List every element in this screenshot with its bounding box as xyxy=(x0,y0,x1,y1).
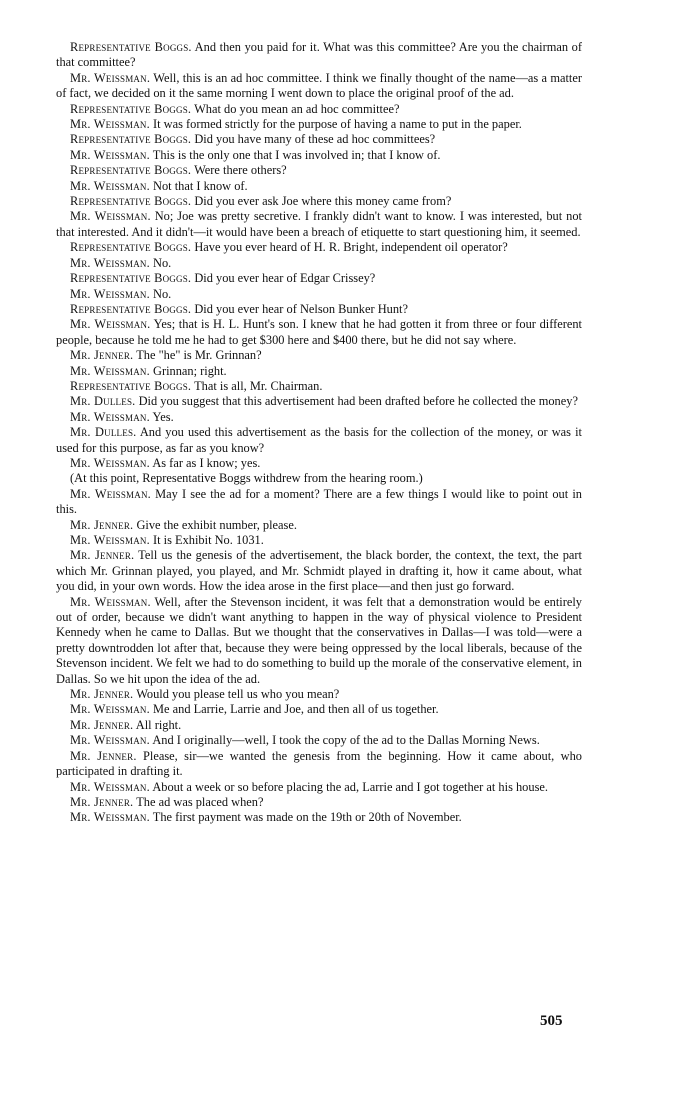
paragraph-text: This is the only one that I was involved in; that I know of. xyxy=(149,147,441,162)
paragraph-text: (At this point, Representative Boggs withdrew from the hearing room.) xyxy=(70,471,423,486)
paragraph-text: Well, this is an ad hoc committee. I think we finally thought of the name—as a matter of fact, we decided on it the same morning I went down to place the original proof of the ad. xyxy=(56,70,582,101)
paragraph-text: And then you paid for it. What was this committee? Are you the chairman of that committee? xyxy=(56,40,582,70)
testimony-paragraph xyxy=(56,548,582,594)
testimony-paragraph xyxy=(56,40,582,71)
paragraph-text: Would you please tell us who you mean? xyxy=(133,687,340,702)
speaker-name: Mr. Weissman. xyxy=(70,255,150,270)
speaker-name: Mr. Weissman. xyxy=(70,409,150,424)
speaker-name: Mr. Weissman. xyxy=(70,147,150,162)
speaker-name: Mr. Weissman. xyxy=(70,594,151,609)
paragraph-text: Please, sir—we wanted the genesis from the beginning. How it came about, who participated in drafting it. xyxy=(56,748,582,779)
testimony-paragraph xyxy=(56,780,582,795)
testimony-paragraph xyxy=(56,456,582,471)
testimony-paragraph xyxy=(56,810,582,825)
testimony-paragraph xyxy=(56,117,582,132)
testimony-paragraph xyxy=(56,240,582,255)
paragraph-text: Were there others? xyxy=(191,163,287,178)
testimony-paragraph xyxy=(56,102,582,117)
paragraph-text: It was formed strictly for the purpose of having a name to put in the paper. xyxy=(149,117,522,132)
speaker-name: Mr. Jenner. xyxy=(70,348,134,363)
testimony-paragraph xyxy=(56,595,582,687)
speaker-name: Representative Boggs. xyxy=(70,378,192,393)
testimony-paragraph xyxy=(56,287,582,302)
transcript-body xyxy=(56,40,582,826)
speaker-name: Representative Boggs. xyxy=(70,301,192,316)
testimony-paragraph xyxy=(56,394,582,409)
testimony-paragraph xyxy=(56,733,582,748)
speaker-name: Mr. Weissman. xyxy=(70,733,150,748)
page-number: 505 xyxy=(540,1013,563,1029)
paragraph-text: No. xyxy=(149,255,172,270)
paragraph-text: And I originally—well, I took the copy of the ad to the Dallas Morning News. xyxy=(149,733,540,748)
paragraph-text: Well, after the Stevenson incident, it was felt that a demonstration would be entirely out of order, because we didn't want anything to happen in the way of physical violence to President Kennedy when he came to Dallas. But we thought that the conservatives in Dallas—I was told—were a pretty downtrodden lot after that, because they were being oppressed by the local liberals, because of the Stevenson incident. We felt we had to do something to build up the morale of the conservative element, in Dallas. So we hit upon the idea of the ad. xyxy=(56,594,582,686)
testimony-paragraph xyxy=(56,795,582,810)
speaker-name: Mr. Jenner. xyxy=(70,794,134,809)
paragraph-text: Did you ever hear of Nelson Bunker Hunt? xyxy=(191,301,408,316)
testimony-paragraph xyxy=(56,702,582,717)
testimony-paragraph xyxy=(56,194,582,209)
speaker-name: Mr. Weissman. xyxy=(70,209,151,224)
paragraph-text: As far as I know; yes. xyxy=(149,455,261,470)
speaker-name: Representative Boggs. xyxy=(70,240,192,255)
paragraph-text: Have you ever heard of H. R. Bright, independent oil operator? xyxy=(191,240,508,255)
paragraph-text: No. xyxy=(149,286,172,301)
paragraph-text: Did you ever hear of Edgar Crissey? xyxy=(191,271,376,286)
paragraph-text: Me and Larrie, Larrie and Joe, and then all of us together. xyxy=(149,702,439,717)
paragraph-text: And you used this advertisement as the basis for the collection of the money, or was it used for this purpose, as far as you know? xyxy=(56,425,582,455)
speaker-name: Mr. Weissman. xyxy=(70,486,151,501)
testimony-paragraph xyxy=(56,379,582,394)
speaker-name: Representative Boggs. xyxy=(70,132,192,147)
paragraph-text: Yes; that is H. L. Hunt's son. I knew that he had gotten it from three or four different people, because he told me he had to get $300 here and $400 there, but he did not say where. xyxy=(56,317,582,347)
paragraph-text: The ad was placed when? xyxy=(133,794,264,809)
speaker-name: Mr. Weissman. xyxy=(70,70,151,85)
speaker-name: Mr. Weissman. xyxy=(70,533,150,547)
testimony-paragraph xyxy=(56,179,582,194)
speaker-name: Mr. Weissman. xyxy=(70,455,150,470)
speaker-name: Representative Boggs. xyxy=(70,271,192,286)
speaker-name: Representative Boggs. xyxy=(70,101,192,116)
testimony-paragraph xyxy=(56,302,582,317)
testimony-paragraph xyxy=(56,533,582,548)
speaker-name: Mr. Weissman. xyxy=(70,363,150,378)
paragraph-text: The "he" is Mr. Grinnan? xyxy=(133,348,262,363)
testimony-paragraph xyxy=(56,209,582,240)
paragraph-text: About a week or so before placing the ad, Larrie and I got together at his house. xyxy=(149,779,548,794)
speaker-name: Mr. Weissman. xyxy=(70,779,150,794)
paragraph-text: Not that I know of. xyxy=(149,178,248,193)
testimony-paragraph xyxy=(56,256,582,271)
testimony-paragraph xyxy=(56,410,582,425)
paragraph-text: No; Joe was pretty secretive. I frankly didn't want to know. I was interested, but not that interested. And it didn't—it would have been a breach of etiquette to start questioning him, it seemed. xyxy=(56,209,582,239)
paragraph-text: Did you suggest that this advertisement had been drafted before he collected the money? xyxy=(135,394,578,409)
speaker-name: Mr. Weissman. xyxy=(70,317,151,332)
paragraph-text: That is all, Mr. Chairman. xyxy=(191,378,323,393)
speaker-name: Mr. Weissman. xyxy=(70,117,150,132)
paragraph-text: It is Exhibit No. 1031. xyxy=(149,533,264,547)
speaker-name: Representative Boggs. xyxy=(70,163,192,178)
speaker-name: Mr. Jenner. xyxy=(70,517,134,532)
speaker-name: Mr. Dulles. xyxy=(70,394,136,409)
paragraph-text: All right. xyxy=(133,717,182,732)
testimony-paragraph xyxy=(56,271,582,286)
paragraph-text: Did you have many of these ad hoc committees? xyxy=(191,132,436,147)
speaker-name: Mr. Jenner. xyxy=(70,687,134,702)
speaker-name: Representative Boggs. xyxy=(70,194,192,209)
paragraph-text: The first payment was made on the 19th or 20th of November. xyxy=(149,810,462,825)
testimony-paragraph xyxy=(56,425,582,456)
paragraph-text: Yes. xyxy=(149,409,174,424)
speaker-name: Mr. Weissman. xyxy=(70,286,150,301)
testimony-paragraph xyxy=(56,518,582,533)
paragraph-text: Grinnan; right. xyxy=(149,363,227,378)
paragraph-text: Give the exhibit number, please. xyxy=(133,517,297,532)
paragraph-text: Tell us the genesis of the advertisement, the black border, the context, the text, the part which Mr. Grinnan played, you played, and Mr. Schmidt played in drafting it, how it came about, what you did, in your own words. How the idea arose in the first place—and then just go forward. xyxy=(56,548,582,594)
testimony-paragraph xyxy=(56,148,582,163)
testimony-paragraph xyxy=(56,487,582,518)
procedural-note xyxy=(56,471,582,486)
testimony-paragraph xyxy=(56,364,582,379)
testimony-paragraph xyxy=(56,687,582,702)
testimony-paragraph xyxy=(56,718,582,733)
paragraph-text: What do you mean an ad hoc committee? xyxy=(191,101,400,116)
speaker-name: Mr. Jenner. xyxy=(70,748,137,763)
speaker-name: Mr. Weissman. xyxy=(70,810,150,825)
speaker-name: Representative Boggs. xyxy=(70,40,192,54)
testimony-paragraph xyxy=(56,317,582,348)
speaker-name: Mr. Weissman. xyxy=(70,178,150,193)
testimony-paragraph xyxy=(56,749,582,780)
speaker-name: Mr. Jenner. xyxy=(70,548,135,563)
speaker-name: Mr. Dulles. xyxy=(70,425,137,440)
testimony-paragraph xyxy=(56,348,582,363)
testimony-paragraph xyxy=(56,71,582,102)
paragraph-text: May I see the ad for a moment? There are a few things I would like to point out in this. xyxy=(56,486,582,517)
testimony-paragraph xyxy=(56,132,582,147)
speaker-name: Mr. Jenner. xyxy=(70,717,134,732)
speaker-name: Mr. Weissman. xyxy=(70,702,150,717)
testimony-paragraph xyxy=(56,163,582,178)
paragraph-text: Did you ever ask Joe where this money came from? xyxy=(191,194,452,209)
